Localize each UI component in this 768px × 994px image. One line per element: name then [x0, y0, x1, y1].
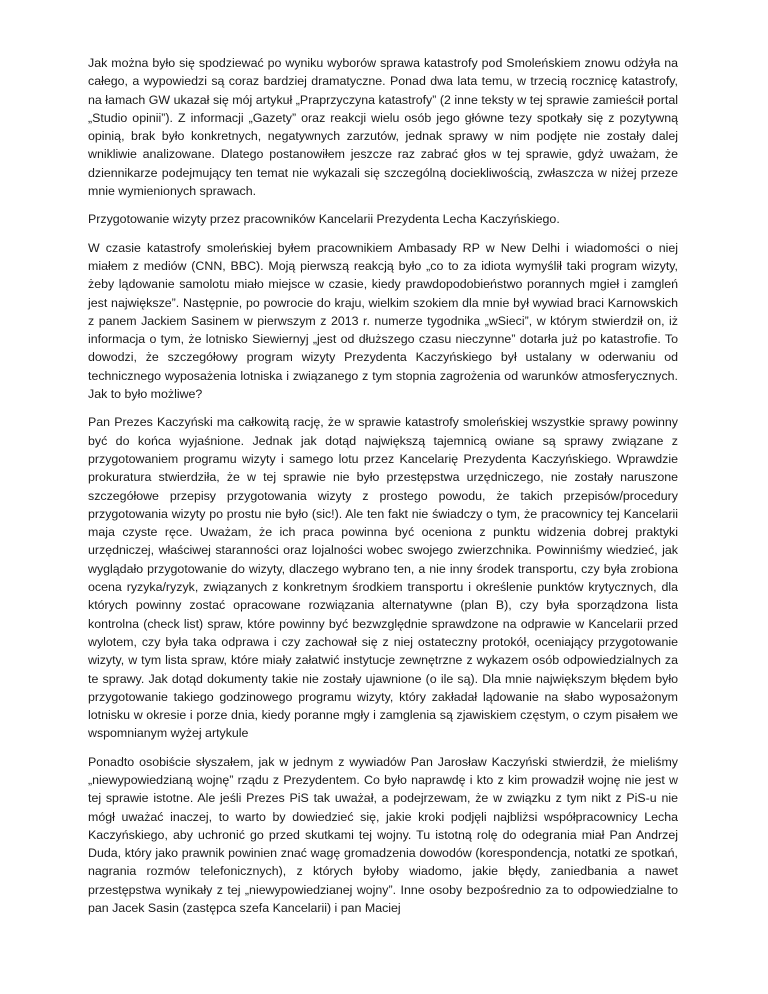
- section-heading: Przygotowanie wizyty przez pracowników Kancelarii Prezydenta Lecha Kaczyńskiego.: [88, 212, 560, 227]
- document-body: [88, 54, 678, 927]
- paragraph-new-delhi: W czasie katastrofy smoleńskiej byłem pracownikiem Ambasady RP w New Delhi i wiadomości o niej miałem z mediów (CNN, BBC). Moją pierwszą reakcją było „co to za idiota wymyślił taki program wizyty, żeby lądowanie samolotu miało miejsce w czasie, kiedy prawdopodobieństwo porannych mgieł i zamgleń jest największe”. Następnie, po powrocie do kraju, wielkim szokiem dla mnie był wywiad braci Karnowskich z panem Jackiem Sasinem w pierwszym z 2013 r. numerze tygodnika „wSieci”, w którym stwierdził on, iż informacja o tym, że lotnisko Siewiernyj „jest od dłuższego czasu nieczynne” dotarła już po katastrofie. To dowodzi, że szczegółowy program wizyty Prezydenta Kaczyńskiego był ustalany w oderwaniu od technicznego wyposażenia lotniska i związanego z tym stopnia zagrożenia od warunków atmosferycznych. Jak to było możliwe?: [88, 240, 678, 402]
- paragraph-preparation: Pan Prezes Kaczyński ma całkowitą rację, że w sprawie katastrofy smoleńskiej wszystkie sprawy powinny być do końca wyjaśnione. Jednak jak dotąd największą tajemnicą owiane są sprawy związane z przygotowaniem programu wizyty i samego lotu przez Kancelarię Prezydenta Kaczyńskiego. Wprawdzie prokuratura stwierdziła, że w tej sprawie nie było przestępstwa urzędniczego, nie zostały naruszone szczegółowe przepisy przygotowania wizyty z prostego powodu, że takich przepisów/procedury przygotowania wizyty po prostu nie było (sic!). Ale ten fakt nie świadczy o tym, że pracownicy tej Kancelarii maja czyste ręce. Uważam, że ich praca powinna być oceniona z punktu widzenia dobrej praktyki urzędniczej, właściwej staranności oraz lojalności wobec swojego zwierzchnika. Powinniśmy wiedzieć, jak wyglądało przygotowanie do wizyty, dlaczego wybrano ten, a nie inny środek transportu, czy była zrobiona ocena ryzyka/ryzyk, związanych z konkretnym środkiem transportu i określenie punktów krytycznych, dla których powinny zostać opracowane rozwiązania alternatywne (plan B), czy była sporządzona lista kontrolna (check list) spraw, które powinny być bezwzględnie sprawdzone na odprawie w Kancelarii przed wylotem, czy była taka odprawa i czy zachował się z niej ostateczny protokół, oceniający przygotowanie wizyty, w tym lista spraw, które miały załatwić instytucje zewnętrzne z wykazem osób odpowiedzialnych za te sprawy. Jak dotąd dokumenty takie nie zostały ujawnione (o ile są). Dla mnie największym błędem było przygotowanie takiego godzinowego programu wizyty, który zakładał lądowanie na słabo wyposażonym lotnisku w okresie i porze dnia, kiedy poranne mgły i zamglenia są zjawiskiem częstym, o czym pisałem we wspomnianym wyżej artykule: [88, 415, 678, 741]
- paragraph-intro: Jak można było się spodziewać po wyniku wyborów sprawa katastrofy pod Smoleńskiem znowu odżyła na całego, a wypowiedzi są coraz bardziej dramatyczne. Ponad dwa lata temu, w trzecią rocznicę katastrofy, na łamach GW ukazał się mój artykuł „Praprzyczyna katastrofy” (2 inne teksty w tej sprawie zamieścił portal „Studio opinii”). Z informacji „Gazety” oraz reakcji wielu osób jego główne tezy spotkały się z pozytywną opinią, brak było konkretnych, negatywnych zarzutów, jednak sprawy w nim podjęte nie zostały dalej wnikliwie analizowane. Dlatego postanowiłem jeszcze raz zabrać głos w tej sprawie, gdyż uważam, że dziennikarze podejmujący ten temat nie wykazali się szczególną dociekliwością, zwłaszcza w niżej przeze mnie wymienionych sprawach.: [88, 56, 678, 199]
- paragraph-war: Ponadto osobiście słyszałem, jak w jednym z wywiadów Pan Jarosław Kaczyński stwierdził, że mieliśmy „niewypowiedzianą wojnę” rządu z Prezydentem. Co było naprawdę i kto z kim prowadził wojnę nie jest w tej sprawie istotne. Ale jeśli Prezes PiS tak uważał, a podejrzewam, że w związku z tym nikt z PiS-u nie mógł uważać inaczej, to warto by dowiedzieć się, jakie kroki podjęli najbliżsi współpracownicy Lecha Kaczyńskiego, aby uchronić go przed skutkami tej wojny. Tu istotną rolę do odegrania miał Pan Andrzej Duda, który jako prawnik powinien znać wagę gromadzenia dowodów (korespondencja, notatki ze spotkań, nagrania rozmów telefonicznych), z których byłoby wiadomo, jakie błędy, zaniedbania a nawet przestępstwa wynikały z tej „niewypowiedzianej wojny”. Inne osoby bezpośrednio za to odpowiedzialne to pan Jacek Sasin (zastępca szefa Kancelarii) i pan Maciej: [88, 754, 678, 916]
